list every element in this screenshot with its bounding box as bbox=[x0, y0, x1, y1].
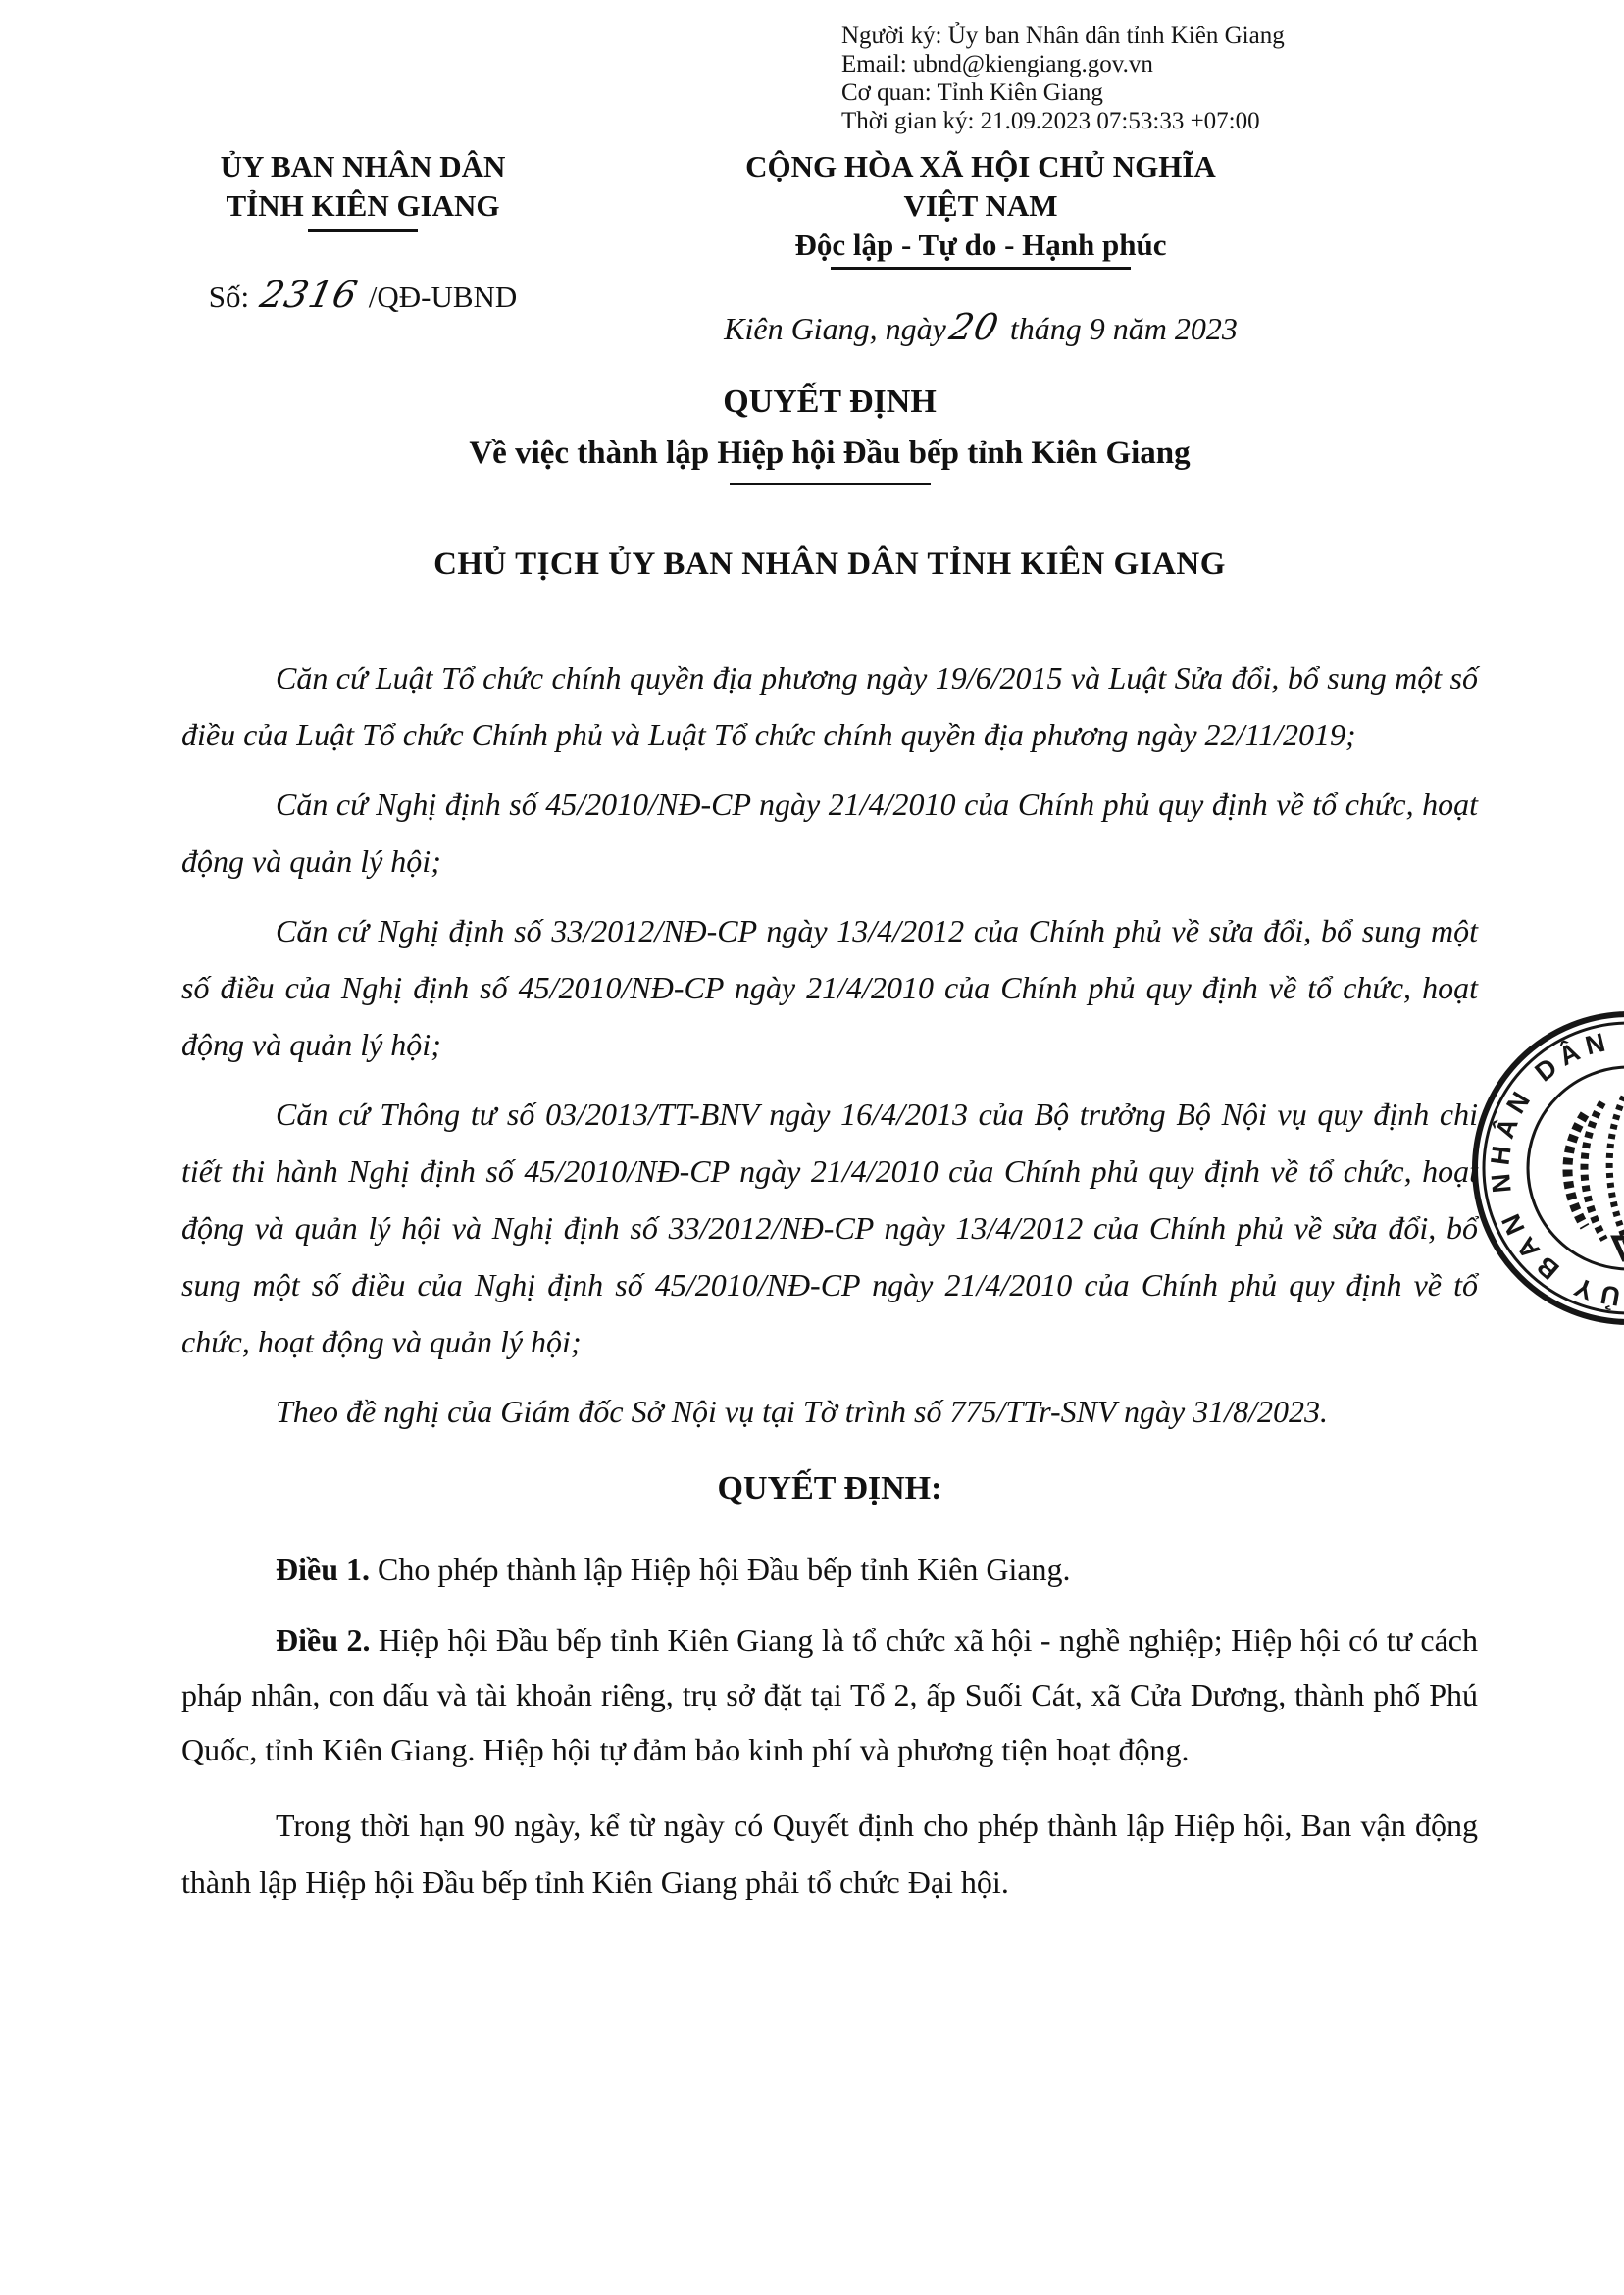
issuing-authority-title: CHỦ TỊCH ỦY BAN NHÂN DÂN TỈNH KIÊN GIANG bbox=[433, 546, 1226, 582]
digital-signature-block bbox=[841, 22, 1469, 135]
seal-caption: ỦY BAN NHÂN DÂN bbox=[1485, 1026, 1623, 1312]
date-prefix: Kiên Giang, ngày bbox=[724, 311, 946, 346]
article-1-text: Cho phép thành lập Hiệp hội Đầu bếp tỉnh Kiên Giang. bbox=[370, 1552, 1071, 1587]
document-subject: Về việc thành lập Hiệp hội Đầu bếp tỉnh Kiên Giang bbox=[469, 435, 1191, 471]
decision-heading: QUYẾT ĐỊNH: bbox=[717, 1470, 942, 1506]
article-2-text: Hiệp hội Đầu bếp tỉnh Kiên Giang là tổ chức xã hội - nghề nghiệp; Hiệp hội có tư cách pháp nhân, con dấu và tài khoản riêng, trụ sở đặt tại Tổ 2, ấp Suối Cát, xã Cửa Dương, thành phố Phú Quốc, tỉnh Kiên Giang. Hiệp hội tự đảm bảo kinh phí và phương tiện hoạt động. bbox=[181, 1622, 1479, 1767]
sign-time-line: Thời gian ký: 21.09.2023 07:53:33 +07:00 bbox=[841, 108, 1260, 134]
document-number-suffix: /QĐ-UBND bbox=[368, 280, 518, 314]
issuer-underline bbox=[308, 230, 418, 232]
national-title: CỘNG HÒA XÃ HỘI CHỦ NGHĨA VIỆT NAM bbox=[745, 149, 1216, 223]
document-number-handwritten: 2316 bbox=[256, 274, 362, 316]
signer-line: Người ký: Ủy ban Nhân dân tỉnh Kiên Giang bbox=[841, 23, 1285, 49]
article-1-label: Điều 1. bbox=[276, 1552, 370, 1587]
preamble-paragraph: Căn cứ Nghị định số 33/2012/NĐ-CP ngày 13/4/2012 của Chính phủ về sửa đổi, bổ sung một số điều của Nghị định số 45/2010/NĐ-CP ngày 21/4/2010 của Chính phủ quy định về tổ chức, hoạt động và quản lý hội; bbox=[181, 913, 1478, 1062]
national-motto: Độc lập - Tự do - Hạnh phúc bbox=[794, 228, 1167, 262]
title-block bbox=[181, 382, 1478, 583]
article-1 bbox=[181, 1542, 1478, 1597]
preamble-paragraph: Căn cứ Nghị định số 45/2010/NĐ-CP ngày 21/4/2010 của Chính phủ quy định về tổ chức, hoạt động và quản lý hội; bbox=[181, 787, 1478, 879]
agency-line: Cơ quan: Tỉnh Kiên Giang bbox=[841, 79, 1103, 106]
place-date-line bbox=[716, 306, 1245, 348]
preamble-paragraph: Theo đề nghị của Giám đốc Sở Nội vụ tại Tờ trình số 775/TTr-SNV ngày 31/8/2023. bbox=[276, 1394, 1328, 1429]
svg-text:ỦY BAN NHÂN DÂN bbox=[1485, 1026, 1622, 1313]
official-seal bbox=[1467, 1006, 1624, 1330]
article-2 bbox=[181, 1612, 1478, 1777]
date-suffix: tháng 9 năm 2023 bbox=[1009, 311, 1238, 346]
motto-underline bbox=[831, 267, 1131, 270]
document-body bbox=[181, 649, 1478, 1911]
email-line: Email: ubnd@kiengiang.gov.vn bbox=[841, 51, 1153, 77]
preamble-paragraph: Căn cứ Luật Tổ chức chính quyền địa phương ngày 19/6/2015 và Luật Sửa đổi, bổ sung một số điều của Luật Tổ chức Chính phủ và Luật Tổ chức chính quyền địa phương ngày 22/11/2019; bbox=[181, 660, 1478, 752]
subject-underline bbox=[730, 483, 931, 485]
closing-paragraph: Trong thời hạn 90 ngày, kể từ ngày có Quyết định cho phép thành lập Hiệp hội, Ban vận động thành lập Hiệp hội Đầu bếp tỉnh Kiên Giang phải tổ chức Đại hội. bbox=[181, 1808, 1478, 1900]
issuer-name-line1: ỦY BAN NHÂN DÂN bbox=[220, 149, 506, 183]
preamble-paragraph: Căn cứ Thông tư số 03/2013/TT-BNV ngày 16/4/2013 của Bộ trưởng Bộ Nội vụ quy định chi tiết thi hành Nghị định số 45/2010/NĐ-CP ngày 21/4/2010 của Chính phủ quy định về tổ chức, hoạt động và quản lý hội và Nghị định số 33/2012/NĐ-CP ngày 13/4/2012 của Chính phủ về sửa đổi, bổ sung một số điều của Nghị định số 45/2010/NĐ-CP ngày 21/4/2010 của Chính phủ quy định về tổ chức, hoạt động và quản lý hội; bbox=[181, 1096, 1478, 1359]
date-day-handwritten: 20 bbox=[945, 306, 1003, 348]
official-seal-graphic bbox=[1467, 1006, 1624, 1330]
national-header bbox=[716, 147, 1245, 347]
document-type-title: QUYẾT ĐỊNH bbox=[723, 383, 937, 420]
document-number-prefix: Số: bbox=[208, 280, 250, 314]
document-number-line bbox=[196, 274, 530, 316]
issuer-header bbox=[196, 147, 530, 315]
national-emblem-icon bbox=[1528, 1067, 1624, 1269]
article-2-label: Điều 2. bbox=[276, 1622, 371, 1658]
issuer-name-line2: TỈNH KIÊN GIANG bbox=[226, 188, 500, 223]
